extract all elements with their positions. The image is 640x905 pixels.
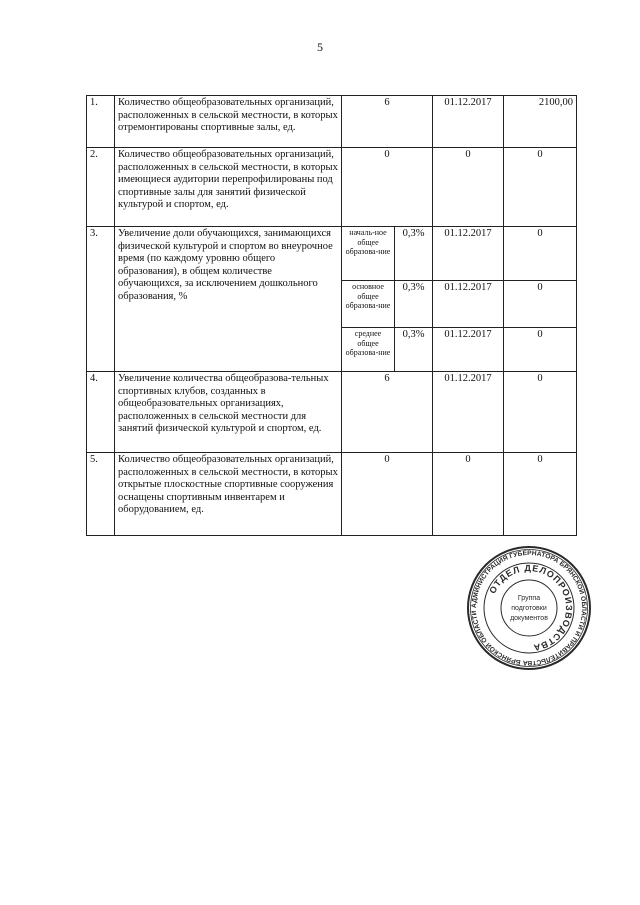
- row-number: 3.: [87, 227, 115, 372]
- row-value: 0: [342, 453, 433, 536]
- row-number: 1.: [87, 96, 115, 148]
- row-date: 01.12.2017: [433, 227, 504, 281]
- stamp-center-line: подготовки: [511, 605, 547, 612]
- row-amount: 0: [504, 372, 577, 453]
- table-row: [87, 372, 577, 453]
- row-value: 0: [342, 148, 433, 227]
- row-description: Количество общеобразовательных организаций, расположенных в сельской местности, в которых имеющиеся аудитории перепрофилированы под спортивные залы для занятий физической культурой и спортом, ед.: [115, 148, 342, 227]
- row-description: Количество общеобразовательных организаций, расположенных в сельской местности, в которых открытые плоскостные спортивные сооружения оснащены спортивным инвентарем и оборудованием, ед.: [115, 453, 342, 536]
- table-row: [87, 227, 577, 281]
- row-value: 0,3%: [395, 227, 433, 281]
- row-description: Увеличение количества общеобразова-тельных спортивных клубов, созданных в общеобразовательных организациях, расположенных в сельской местности для занятий физической культурой и спортом, ед.: [115, 372, 342, 453]
- stamp-outer-text: АДМИНИСТРАЦИЯ ГУБЕРНАТОРА БРЯНСКОЙ ОБЛАСТИ И ПРАВИТЕЛЬСТВА БРЯНСКОЙ ОБЛАСТИ: [470, 549, 588, 667]
- stamp-center-line: Группа: [517, 595, 541, 602]
- row-amount: 0: [504, 227, 577, 281]
- row-amount: 0: [504, 328, 577, 372]
- row-amount: 0: [504, 453, 577, 536]
- row-number: 2.: [87, 148, 115, 227]
- row-amount: 0: [504, 148, 577, 227]
- row-date: 01.12.2017: [433, 281, 504, 328]
- official-stamp: [466, 545, 592, 671]
- table-row: [87, 453, 577, 536]
- row-date: 0: [433, 148, 504, 227]
- page-number: 5: [317, 40, 323, 54]
- row-amount: 0: [504, 281, 577, 328]
- row-date: 01.12.2017: [433, 96, 504, 148]
- row-description: Количество общеобразовательных организаций, расположенных в сельской местности, в которых отремонтированы спортивные залы, ед.: [115, 96, 342, 148]
- education-level: среднее общее образова-ние: [342, 328, 395, 372]
- row-date: 0: [433, 453, 504, 536]
- education-level: основное общее образова-ние: [342, 281, 395, 328]
- row-number: 5.: [87, 453, 115, 536]
- row-amount: 2100,00: [504, 96, 577, 148]
- table-row: [87, 96, 577, 148]
- row-date: 01.12.2017: [433, 328, 504, 372]
- table-row: [87, 148, 577, 227]
- indicators-table: [86, 95, 577, 536]
- row-description: Увеличение доли обучающихся, занимающихся физической культурой и спортом во внеурочное время (по каждому уровню общего образования), в общем количестве обучающихся, за исключением дошкольного образования, %: [115, 227, 342, 372]
- stamp-inner-text: ОТДЕЛ ДЕЛОПРОИЗВОДСТВА: [487, 562, 575, 653]
- row-number: 4.: [87, 372, 115, 453]
- stamp-center-line: документов: [510, 615, 548, 622]
- row-value: 6: [342, 372, 433, 453]
- row-date: 01.12.2017: [433, 372, 504, 453]
- row-value: 0,3%: [395, 328, 433, 372]
- education-level: началь-ное общее образова-ние: [342, 227, 395, 281]
- row-value: 0,3%: [395, 281, 433, 328]
- row-value: 6: [342, 96, 433, 148]
